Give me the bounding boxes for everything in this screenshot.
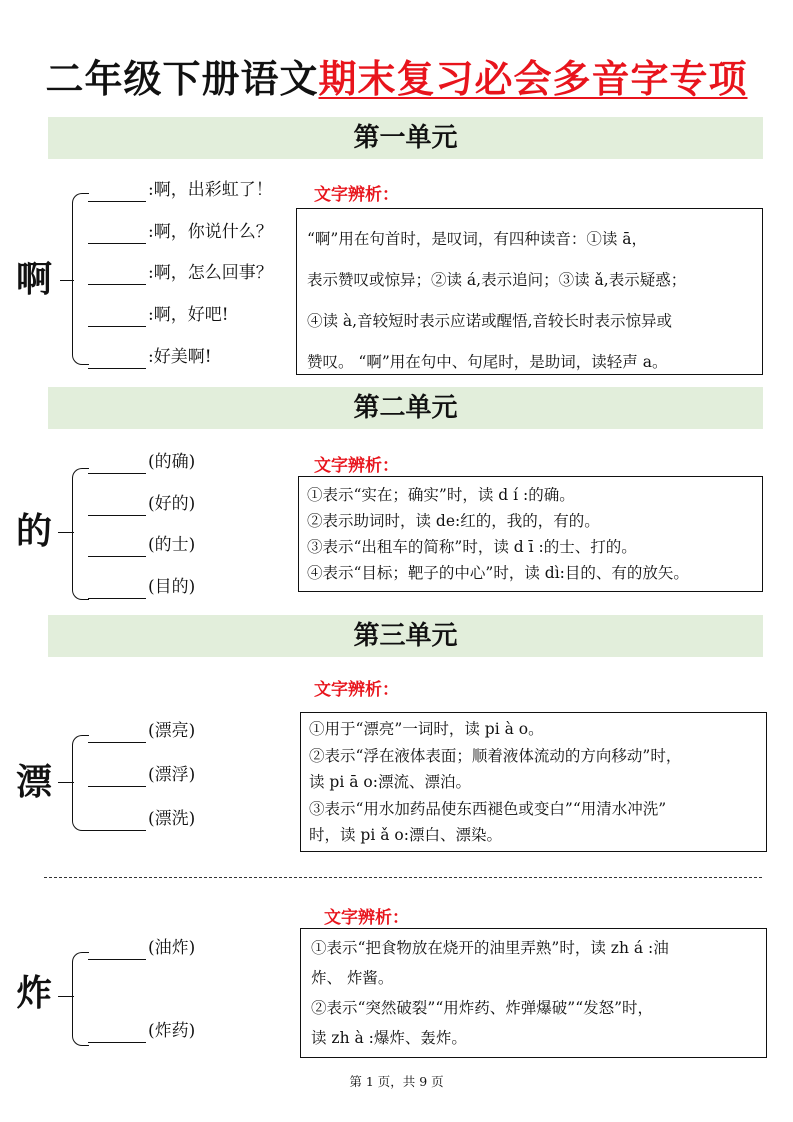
- blank-item: (油炸): [88, 936, 195, 960]
- analysis-line: ①表示“实在；确实”时，读 d í :的确。: [307, 486, 575, 504]
- analysis-line: 读 zh à :爆炸、轰炸。: [311, 1029, 467, 1047]
- blank-item: :啊，好吧!: [88, 303, 229, 327]
- answer-blank[interactable]: [88, 309, 146, 327]
- analysis-label: 文字辨析：: [314, 456, 399, 476]
- unit-heading-3: 第三单元: [48, 615, 763, 657]
- blank-item: (漂浮): [88, 763, 195, 787]
- analysis-box: [296, 208, 763, 375]
- answer-blank[interactable]: [88, 351, 146, 369]
- answer-blank[interactable]: [88, 456, 146, 474]
- brace-bracket: [72, 952, 89, 1046]
- analysis-line: ④读 à,音较短时表示应诺或醒悟,音较长时表示惊异或: [307, 312, 673, 330]
- analysis-line: ①表示“把食物放在烧开的油里弄熟”时，读 zh á :油: [311, 939, 669, 957]
- analysis-box: [300, 712, 767, 852]
- dashed-divider: [44, 877, 762, 878]
- unit-heading-1: 第一单元: [48, 117, 763, 159]
- polyphone-char-de: 的: [16, 510, 53, 552]
- polyphone-char-zha: 炸: [16, 972, 53, 1014]
- brace-bracket: [72, 735, 89, 831]
- answer-blank[interactable]: [88, 184, 146, 202]
- title-red: 期末复习必会多音字专项: [318, 56, 748, 101]
- blank-item: :啊，你说什么？: [88, 220, 273, 244]
- blank-item: (目的): [88, 575, 195, 599]
- title-black: 二年级下册语文: [45, 56, 319, 101]
- analysis-box: [298, 476, 763, 592]
- answer-blank[interactable]: [88, 813, 146, 831]
- brace-bracket: [72, 193, 89, 365]
- analysis-label: 文字辨析：: [324, 908, 409, 928]
- analysis-line: 表示赞叹或惊异；②读 á,表示追问；③读 ǎ,表示疑惑；: [307, 271, 687, 289]
- analysis-label: 文字辨析：: [314, 185, 399, 205]
- unit-heading-2: 第二单元: [48, 387, 763, 429]
- analysis-line: ②表示“突然破裂”“用炸药、炸弹爆破”“发怒”时，: [311, 999, 654, 1017]
- polyphone-char-a: 啊: [16, 258, 53, 300]
- analysis-line: ③表示“用水加药品使东西褪色或变白”“用清水冲洗”: [309, 799, 667, 818]
- answer-blank[interactable]: [88, 498, 146, 516]
- analysis-line: 时，读 pi ǎ o:漂白、漂染。: [309, 826, 502, 844]
- analysis-line: ③表示“出租车的简称”时，读 d ī :的士、打的。: [307, 538, 637, 556]
- analysis-line: ④表示“目标；靶子的中心”时，读 dì:目的、有的放矢。: [307, 564, 689, 582]
- answer-blank[interactable]: [88, 725, 146, 743]
- answer-blank[interactable]: [88, 226, 146, 244]
- analysis-line: 炸、 炸酱。: [311, 969, 394, 987]
- page-title: [0, 48, 793, 103]
- brace-bracket: [72, 468, 89, 600]
- answer-blank[interactable]: [88, 539, 146, 557]
- analysis-line: 赞叹。 “啊”用在句中、句尾时，是助词，读轻声 a。: [307, 353, 668, 371]
- answer-blank[interactable]: [88, 1025, 146, 1043]
- answer-blank[interactable]: [88, 942, 146, 960]
- answer-blank[interactable]: [88, 581, 146, 599]
- blank-item: (漂亮): [88, 719, 195, 743]
- analysis-line: 读 pi ā o:漂流、漂泊。: [309, 773, 471, 791]
- blank-item: (漂洗): [88, 807, 195, 831]
- blank-item: (好的): [88, 492, 195, 516]
- analysis-line: ②表示“浮在液体表面；顺着液体流动的方向移动”时，: [309, 746, 682, 765]
- blank-item: (的士): [88, 533, 195, 557]
- analysis-box: [300, 928, 767, 1058]
- analysis-line: “啊”用在句首时，是叹词，有四种读音：①读 ā，: [307, 230, 648, 248]
- blank-item: (炸药): [88, 1019, 195, 1043]
- blank-item: :好美啊!: [88, 345, 212, 369]
- analysis-label: 文字辨析：: [314, 680, 399, 700]
- analysis-line: ①用于“漂亮”一词时，读 pi à o。: [309, 720, 544, 738]
- answer-blank[interactable]: [88, 769, 146, 787]
- blank-item: :啊，出彩虹了！: [88, 178, 273, 202]
- answer-blank[interactable]: [88, 267, 146, 285]
- blank-item: (的确): [88, 450, 195, 474]
- blank-item: :啊，怎么回事？: [88, 261, 273, 285]
- page-footer: 第 1 页，共 9 页: [349, 1074, 444, 1089]
- analysis-line: ②表示助词时，读 de:红的，我的，有的。: [307, 512, 600, 530]
- polyphone-char-piao: 漂: [16, 761, 53, 803]
